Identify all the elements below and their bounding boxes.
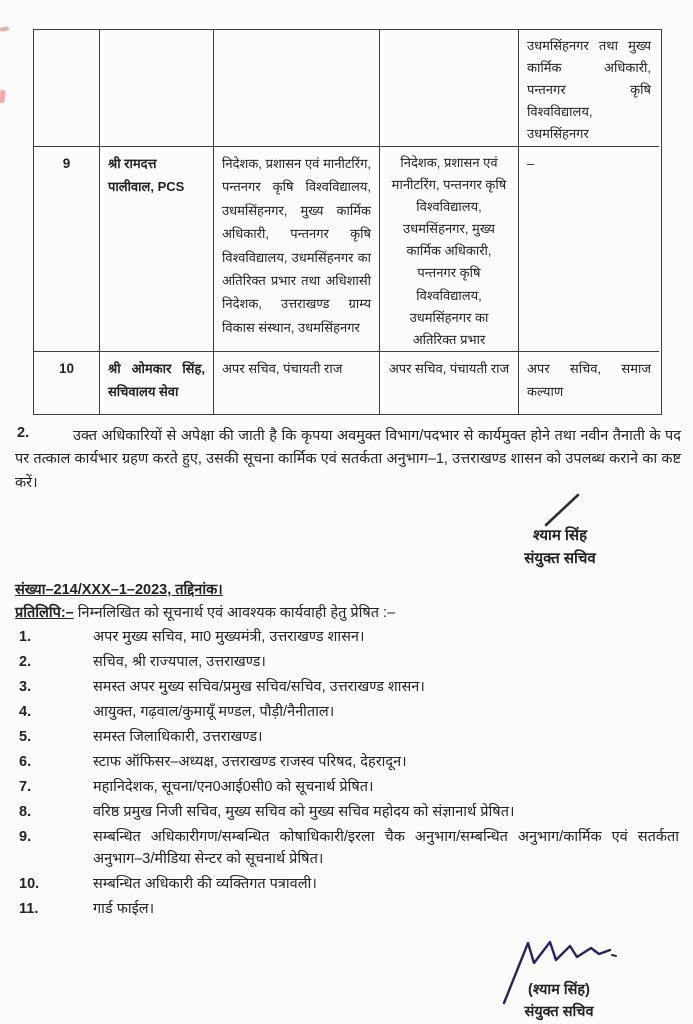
copy-label: प्रतिलिपि:– bbox=[15, 605, 74, 621]
transfer-order-table bbox=[33, 29, 662, 415]
list-item-number: 3. bbox=[19, 678, 32, 695]
list-item bbox=[15, 726, 683, 748]
table-cell-post: निदेशक, प्रशासन एवं मानीटरिंग, पन्तनगर कृषि विश्वविद्यालय, उधमसिंहनगर, मुख्य कार्मिक अधिकारी, पन्तनगर कृषि विश्वविद्यालय, उधमसिंहनगर का अतिरिक्त प्रभार तथा अधिशासी निदेशक, उत्तराखण्ड ग्राम्य विकास संस्थान, उधमसिंहनगर bbox=[214, 147, 380, 352]
signatory-designation: संयुक्त सचिव bbox=[524, 1003, 594, 1020]
reference-number-line: संख्या–214/XXX–1–2023, तद्दिनांक। bbox=[15, 582, 223, 598]
list-item bbox=[15, 626, 683, 648]
list-item bbox=[15, 801, 683, 823]
paragraph-2-text: उक्त अधिकारियों से अपेक्षा की जाती है कि कृपया अवमुक्त विभाग/पदभार से कार्यमुक्त होने तथा नवीन तैनाती के पद पर तत्काल कार्यभार ग्रहण करते हुए, उसकी सूचना कार्मिक एवं सतर्कता अनुभाग–1, उत्तराखण्ड शासन को उपलब्ध कराने का कष्ट करें। bbox=[15, 428, 681, 491]
list-item-text: महानिदेशक, सूचना/एन0आई0सी0 को सूचनार्थ प्रेषित। bbox=[93, 778, 374, 795]
list-item-text: सचिव, श्री राज्यपाल, उत्तराखण्ड। bbox=[93, 653, 266, 670]
table-cell-relieved bbox=[380, 30, 519, 147]
copy-text: निम्नलिखित को सूचनार्थ एवं आवश्यक कार्यवाही हेतु प्रेषित :– bbox=[77, 605, 396, 621]
list-item bbox=[15, 898, 683, 920]
list-item bbox=[15, 651, 683, 673]
copy-heading bbox=[15, 602, 681, 622]
table-cell-sno: 10 bbox=[34, 352, 100, 414]
list-item-text: सम्बन्धित अधिकारी की व्यक्तिगत पत्रावली। bbox=[93, 876, 317, 893]
list-item bbox=[15, 751, 683, 773]
list-item bbox=[15, 701, 683, 723]
list-item-text: समस्त जिलाधिकारी, उत्तराखण्ड। bbox=[93, 728, 263, 745]
paragraph-2-number: 2. bbox=[17, 425, 30, 441]
signatory-designation: संयुक्त सचिव bbox=[524, 550, 596, 568]
list-item-number: 7. bbox=[19, 778, 32, 795]
signatory-block-bottom bbox=[484, 980, 634, 1024]
copy-distribution-list bbox=[15, 626, 683, 923]
list-item-text: वरिष्ठ प्रमुख निजी सचिव, मुख्य सचिव को मुख्य सचिव महोदय को संज्ञानार्थ प्रेषित। bbox=[93, 803, 515, 820]
list-item-text: समस्त अपर मुख्य सचिव/प्रमुख सचिव/सचिव, उत्तराखण्ड शासन। bbox=[93, 678, 425, 695]
table-cell-newpost: – bbox=[519, 147, 659, 352]
table-cell-newpost: अपर सचिव, समाज कल्याण bbox=[527, 361, 651, 400]
signatory-name: श्याम सिंह bbox=[532, 527, 588, 544]
signatory-block-top bbox=[492, 524, 628, 571]
list-item-number: 8. bbox=[19, 803, 32, 820]
table-cell-newpost: उधमसिंहनगर तथा मुख्य कार्मिक अधिकारी, पन्तनगर कृषि विश्वविद्यालय, उधमसिंहनगर bbox=[519, 30, 659, 147]
list-item bbox=[15, 676, 683, 698]
list-item bbox=[15, 776, 683, 798]
table-cell-relieved: अपर सचिव, पंचायती राज bbox=[380, 352, 519, 414]
list-item-text: गार्ड फाईल। bbox=[93, 901, 155, 918]
list-item-number: 4. bbox=[19, 703, 32, 720]
list-item-number: 6. bbox=[19, 753, 32, 770]
table-cell-sno bbox=[34, 30, 100, 147]
table-cell-name: श्री रामदत्त पालीवाल, PCS bbox=[100, 147, 214, 352]
table-cell-sno: 9 bbox=[34, 147, 100, 352]
list-item-number: 9. bbox=[19, 828, 32, 845]
list-item-text: सम्बन्धित अधिकारीगण/सम्बन्धित कोषाधिकारी/इरला चैक अनुभाग/सम्बन्धित अनुभाग/कार्मिक एवं सतर्कता अनुभाग–3/मीडिया सेन्टर को सूचनार्थ प्रेषित। bbox=[93, 828, 679, 868]
table-cell-name: श्री ओमकार सिंह, सचिवालय सेवा bbox=[100, 352, 214, 414]
signatory-name: (श्याम सिंह) bbox=[528, 982, 590, 998]
signature-stroke bbox=[543, 492, 583, 528]
list-item-text: अपर मुख्य सचिव, मा0 मुख्यमंत्री, उत्तराखण्ड शासन। bbox=[93, 629, 365, 645]
table-cell-post: अपर सचिव, पंचायती राज bbox=[214, 352, 380, 414]
list-item-number: 10. bbox=[19, 876, 40, 893]
red-pen-mark bbox=[0, 26, 9, 31]
list-item-number: 2. bbox=[19, 653, 32, 670]
list-item bbox=[15, 826, 683, 871]
list-item-number: 11. bbox=[19, 901, 39, 918]
list-item-text: आयुक्त, गढ़वाल/कुमायूँ मण्डल, पौड़ी/नैनीताल। bbox=[93, 703, 335, 720]
list-item-text: स्टाफ ऑफिसर–अध्यक्ष, उत्तराखण्ड राजस्व परिषद, देहरादून। bbox=[93, 753, 407, 770]
list-item-number: 1. bbox=[19, 629, 32, 645]
table-cell-relieved: निदेशक, प्रशासन एवं मानीटरिंग, पन्तनगर कृषि विश्वविद्यालय, उधमसिंहनगर, मुख्य कार्मिक अधिकारी, पन्तनगर कृषि विश्वविद्यालय, उधमसिंहनगर का अतिरिक्त प्रभार bbox=[380, 147, 519, 352]
table-cell-post bbox=[214, 30, 380, 147]
red-pen-mark bbox=[0, 90, 6, 103]
table-cell-name bbox=[100, 30, 214, 147]
list-item-number: 5. bbox=[19, 728, 32, 745]
list-item bbox=[15, 873, 683, 895]
